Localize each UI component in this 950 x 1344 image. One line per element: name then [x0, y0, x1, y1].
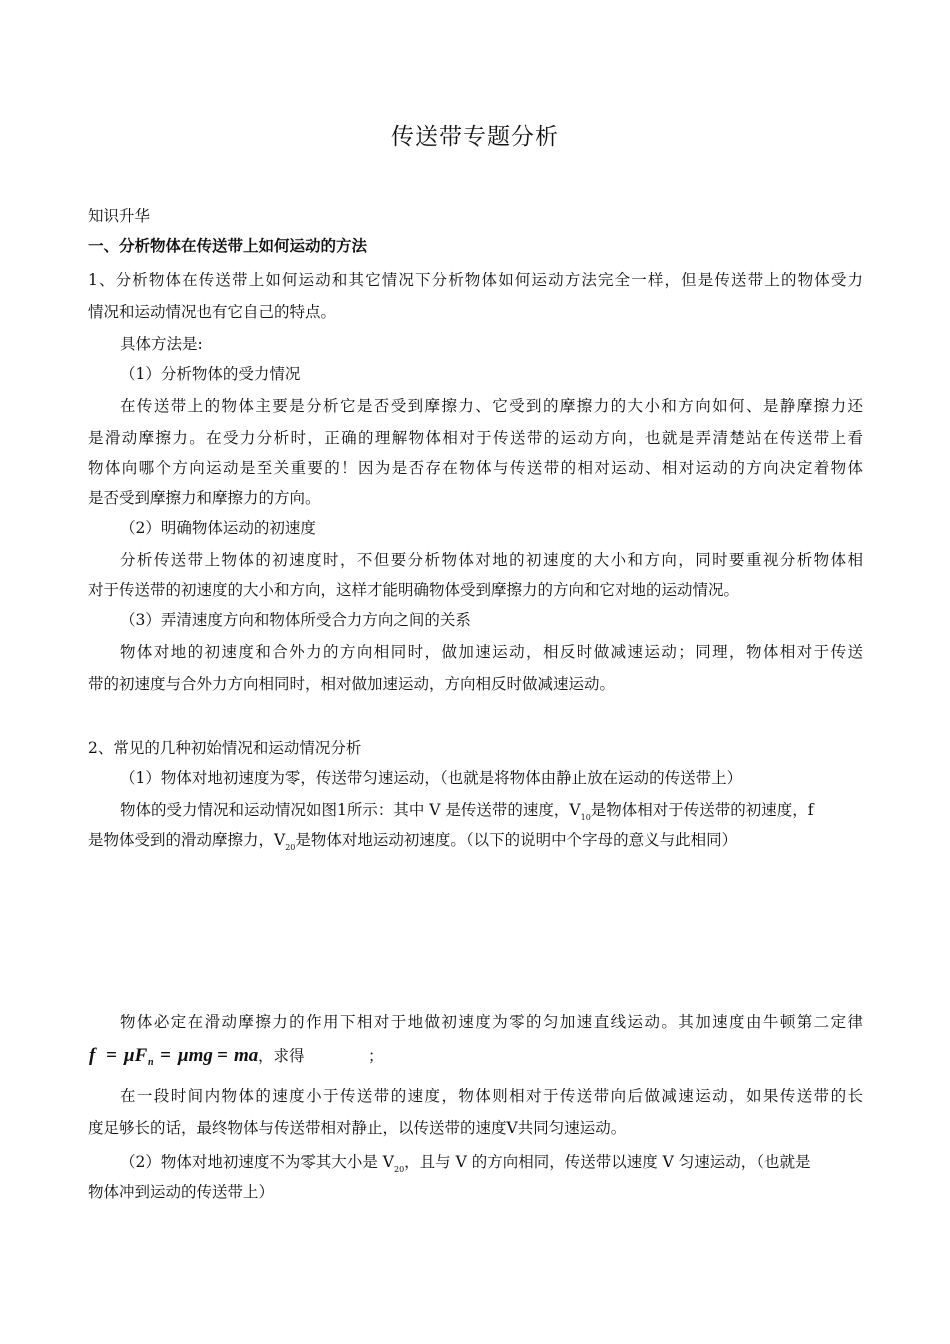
case-1-label: （1）物体对地初速度为零，传送带匀速运动，（也就是将物体由静止放在运动的传送带上）: [120, 769, 743, 787]
svg-text:ma: ma: [234, 1045, 259, 1066]
p5-text-b: 是物体相对于传送带的初速度，f: [590, 801, 814, 819]
formula-tail: ，求得: [258, 1047, 305, 1065]
method-label: 具体方法是:: [120, 335, 203, 353]
svg-text:=: =: [217, 1045, 228, 1066]
section-label: 知识升华: [88, 207, 151, 225]
p5-text-a: 物体的受力情况和运动情况如图1所示：其中 V 是传送带的速度，V: [120, 801, 581, 819]
page-title: 传送带专题分析: [391, 124, 559, 150]
paragraph-2-line-2: 是滑动摩擦力。在受力分析时，正确的理解物体相对于传送带的运动方向，也就是弄清楚站在传送带上看: [88, 429, 863, 447]
formula-image: [88, 1042, 263, 1068]
step-1-label: （1）分析物体的受力情况: [120, 365, 301, 383]
svg-text:μF: μF: [124, 1045, 148, 1066]
case2-text-b: ，且与 V 的方向相同，传送带以速度 V 匀速运动，（也就是: [404, 1153, 811, 1171]
paragraph-7-line-1: 在一段时间内物体的速度小于传送带的速度，物体则相对于传送带向后做减速运动，如果传送带的长: [120, 1087, 863, 1105]
p5-line2-text-b: 是物体对地运动初速度。（以下的说明中个字母的意义与此相同）: [295, 831, 738, 849]
svg-text:=: =: [160, 1045, 171, 1066]
heading-2: 2、常见的几种初始情况和运动情况分析: [88, 739, 362, 757]
paragraph-7-line-2: 度足够长的话，最终物体与传送带相对静止，以传送带的速度V共同匀速运动。: [88, 1119, 627, 1137]
paragraph-4-line-1: 物体对地的初速度和合外力的方向相同时，做加速运动，相反时做减速运动；同理，物体相对于传送: [120, 643, 863, 661]
svg-text:n: n: [148, 1057, 154, 1068]
case-2-line-2: 物体冲到运动的传送带上）: [88, 1183, 275, 1201]
paragraph-2-line-3: 物体向哪个方向运动是至关重要的！因为是否存在物体与传送带的相对运动、相对运动的方向决定着物体: [88, 459, 863, 477]
paragraph-2-line-4: 是否受到摩擦力和摩擦力的方向。: [88, 489, 321, 507]
paragraph-1-line-2: 情况和运动情况也有它自己的特点。: [88, 303, 337, 321]
svg-text:μmg: μmg: [178, 1045, 213, 1066]
step-2-label: （2）明确物体运动的初速度: [120, 519, 316, 537]
paragraph-5-line-2: [88, 830, 737, 858]
formula-end: ；: [368, 1047, 384, 1065]
friction-formula: [88, 1042, 263, 1068]
svg-text:=: =: [106, 1045, 117, 1066]
paragraph-5-line-1: [120, 800, 814, 828]
step-3-label: （3）弄清速度方向和物体所受合力方向之间的关系: [120, 611, 471, 629]
paragraph-3-line-1: 分析传送带上物体的初速度时，不但要分析物体对地的初速度的大小和方向，同时要重视分析物体相: [120, 551, 863, 569]
paragraph-3-line-2: 对于传送带的初速度的大小和方向，这样才能明确物体受到摩擦力的方向和它对地的运动情况。: [88, 581, 740, 599]
v20-subscript: 20: [285, 843, 296, 852]
heading-1: 一、分析物体在传送带上如何运动的方法: [88, 237, 368, 255]
v10-subscript: 10: [580, 813, 591, 822]
paragraph-1-line-1: 1、分析物体在传送带上如何运动和其它情况下分析物体如何运动方法完全一样，但是传送带上的物体受力: [88, 271, 863, 289]
case2-text-a: （2）物体对地初速度不为零其大小是 V: [120, 1153, 394, 1171]
paragraph-4-line-2: 带的初速度与合外力方向相同时，相对做加速运动，方向相反时做减速运动。: [88, 675, 616, 693]
paragraph-2-line-1: 在传送带上的物体主要是分析它是否受到摩擦力、它受到的摩擦力的大小和方向如何、是静摩擦力还: [120, 397, 863, 415]
case2-v20-subscript: 20: [393, 1165, 405, 1174]
case-2-line-1: [120, 1152, 811, 1180]
paragraph-6-line-1: 物体必定在滑动摩擦力的作用下相对于地做初速度为零的匀加速直线运动。其加速度由牛顿第二定律: [120, 1013, 863, 1031]
p5-line2-text-a: 是物体受到的滑动摩擦力，V: [88, 831, 286, 849]
svg-text:f: f: [89, 1045, 96, 1066]
